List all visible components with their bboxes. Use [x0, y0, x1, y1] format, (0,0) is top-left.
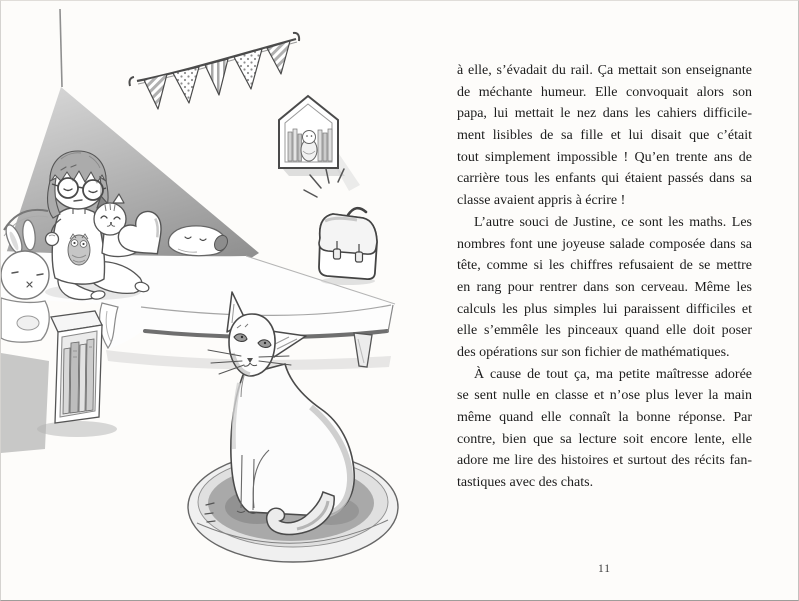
text-line: L’autre souci de Justine, ce sont les maths. Les: [474, 214, 752, 230]
text-line: classe avaient appris à écrire !: [457, 193, 626, 209]
text-line: tête, comme si les chiffres refusaient de se mettre: [457, 258, 752, 274]
text-line: de méchante humeur. Elle convoquait alors son: [457, 84, 752, 100]
text-line: contre, bien que sa lecture soit encore lente, elle: [457, 431, 752, 447]
cube-books: [63, 339, 94, 414]
illustration-page: [1, 1, 431, 600]
text-line: des opérations sur son fichier de mathématiques.: [457, 344, 730, 360]
pennant-flags: [144, 41, 290, 109]
text-line: carrière tous les enfants qui étaient passés dans sa: [457, 171, 752, 187]
text-page: [431, 1, 799, 600]
owl-print: [68, 234, 90, 265]
text-line: tastiques avec des chats.: [457, 475, 594, 491]
text-line: ment lisibles de sa fille et lui disait que c’était: [457, 128, 752, 144]
text-line: en rang pour rentrer dans son cerveau. Même les: [457, 279, 752, 295]
text-line: tout simplement impossible ! Qu’en trente ans de: [457, 149, 752, 165]
school-satchel: [304, 169, 377, 285]
text-line: calculs les plus simples lui paraissent difficiles et: [457, 301, 752, 317]
text-line: adore me lire des histoires et surtout des récits fan-: [457, 453, 752, 469]
bird-figurine: [301, 131, 317, 162]
text-line: même quand elle connaît la bonne réponse. Par: [457, 410, 752, 425]
text-line: À cause de tout ça, ma petite maîtresse adorée: [474, 366, 752, 382]
story-text: [457, 60, 752, 494]
bedroom-illustration: [1, 1, 431, 600]
page-number: 11: [597, 563, 612, 575]
house-shelf: [279, 96, 360, 191]
text-line: papa, lui mettait le nez dans les cahiers difficile-: [457, 106, 752, 122]
text-line: à elle, s’évadait du rail. Ça mettait son enseignante: [457, 63, 752, 78]
text-line: se sent nulle en classe et n’ose plus lever la main: [457, 388, 752, 404]
text-line: nombres font une joyeuse salade composée dans sa: [457, 236, 752, 252]
text-line: elle s’emmêle les pinceaux quand elle doit poser: [457, 323, 752, 339]
